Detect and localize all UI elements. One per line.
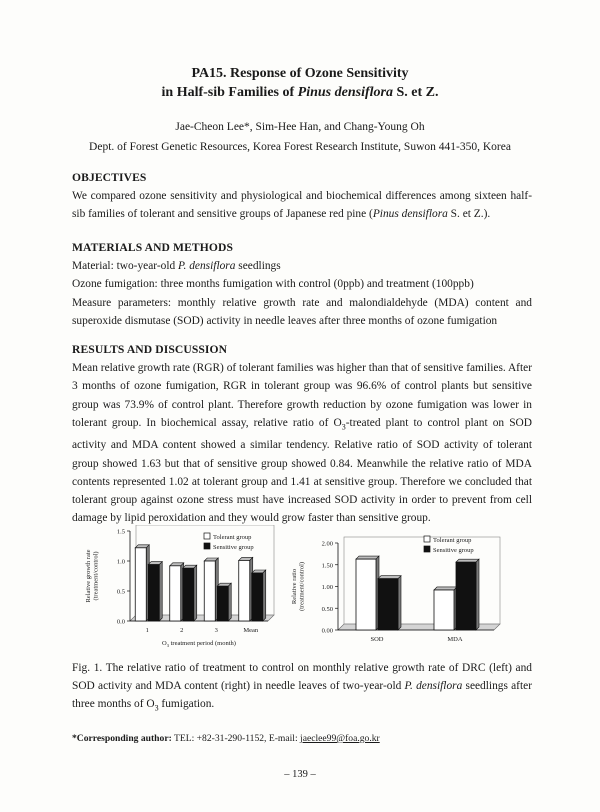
bar-sensitive-group-3 <box>217 586 228 621</box>
email-link[interactable]: jaeclee99@foa.go.kr <box>300 733 380 744</box>
legend-swatch <box>424 546 430 552</box>
bar-tolerant-group-sod <box>356 559 376 630</box>
x-tick-label: MDA <box>447 636 463 642</box>
bar-sensitive-group-mda-side <box>476 559 479 630</box>
bar-sensitive-group-2 <box>183 568 194 621</box>
legend-label: Sensitive group <box>213 544 254 551</box>
y-tick-label: 0.00 <box>321 627 333 635</box>
x-axis-label: $O_3$ treatment period (month) <box>162 640 236 648</box>
results-section <box>72 341 532 527</box>
bar-tolerant-group-2 <box>170 566 181 621</box>
legend-swatch <box>424 536 430 542</box>
objectives-section <box>72 169 532 224</box>
bar-tolerant-group-1 <box>135 548 146 621</box>
bar-sensitive-group-sod-side <box>398 576 401 630</box>
sod-mda-bar-chart <box>286 526 514 642</box>
objectives-text: We compared ozone sensitivity and physiological and biochemical differences among sixteen half-sib families of tolerant and sensitive groups of Japanese red pine (Pinus densiflora S. et Z.). <box>72 190 532 221</box>
bar-sensitive-group-sod-top <box>378 576 401 579</box>
paper-title-line1: PA15. Response of Ozone Sensitivity <box>191 66 409 81</box>
bar-sensitive-group-mean <box>252 573 263 621</box>
y-tick-label: 1.5 <box>116 528 125 536</box>
x-tick-label: SOD <box>370 636 384 642</box>
legend-swatch <box>204 543 210 549</box>
title-text-end: S. et Z. <box>392 85 439 100</box>
y-tick-label: 1.0 <box>116 558 125 566</box>
x-tick-label: 2 <box>180 627 184 634</box>
bar-tolerant-group-mda <box>434 590 454 630</box>
title-species: Pinus densiflora <box>297 85 393 100</box>
paper-title-line2 <box>0 85 600 101</box>
bar-sensitive-group-mean-side <box>263 570 266 621</box>
bar-tolerant-group-sod-top <box>356 556 379 559</box>
bar-sensitive-group-1 <box>148 565 159 621</box>
results-text: Mean relative growth rate (RGR) of tolerant families was higher than that of sensitive families. After 3 months of ozone fumigation, RGR in tolerant group was 96.6% of control plants but sensitive group was 73.9% of control plant. Therefore growth reduction by ozone fumigation was lower in tolerant group. In biochemical assay, relative ratio of $O_3$-treated plant to control plant on SOD activity and MDA content showed a similar tendency. Relative ratio of SOD activity of tolerant group showed 1.63 but that of sensitive group showed 0.84. Meanwhile the relative ratio of MDA contents represented 1.02 at tolerant group and 1.41 at sensitive group. Therefore we concluded that tolerant group against ozone stress must have increased SOD activity in order to prevent from cell damage by lipid peroxidation and they would grow faster than sensitive group. <box>72 362 532 525</box>
methods-fumigation: Ozone fumigation: three months fumigation with control (0ppb) and treatment (100ppb) <box>72 278 474 291</box>
y-axis-label: Relative ratio(treatment/control) <box>291 561 306 612</box>
y-tick-label: 0.5 <box>116 588 125 596</box>
legend-swatch <box>204 533 210 539</box>
bar-sensitive-group-mda-top <box>456 559 479 562</box>
legend-label: Tolerant group <box>433 537 472 544</box>
y-tick-label: 0.0 <box>116 618 125 626</box>
y-tick-label: 0.50 <box>321 605 333 613</box>
bar-sensitive-group-mda <box>456 562 476 630</box>
methods-section <box>72 239 532 330</box>
methods-measure: Measure parameters: monthly relative growth rate and malondialdehyde (MDA) content and superoxide dismutase (SOD) activity in needle leaves after three months of ozone fumigation <box>72 296 532 327</box>
figure-caption: Fig. 1. The relative ratio of treatment to control on monthly relative growth rate of DRC (left) and SOD activity and MDA content (right) in needle leaves of two-year-old P. densiflora seedlings after three months of $O_3$ fumigation. <box>72 662 532 713</box>
y-tick-label: 1.50 <box>321 562 333 570</box>
legend-label: Tolerant group <box>213 534 252 541</box>
x-tick-label: 1 <box>145 627 149 634</box>
page-number: – 139 – <box>284 769 316 780</box>
y-axis-label: Relative growth rate(treatment/control) <box>85 549 100 603</box>
x-tick-label: Mean <box>243 627 259 634</box>
bar-sensitive-group-sod <box>378 579 398 630</box>
bar-tolerant-group-mean <box>239 560 250 621</box>
bar-sensitive-group-3-side <box>228 583 231 621</box>
author-list: Jae-Cheon Lee*, Sim-Hee Han, and Chang-Young Oh <box>175 121 425 133</box>
bar-sensitive-group-1-side <box>159 562 162 621</box>
bar-sensitive-group-2-side <box>194 565 197 621</box>
rgr-bar-chart <box>82 525 290 650</box>
methods-material: Material: two-year-old P. densiflora seedlings <box>72 260 281 273</box>
affiliation: Dept. of Forest Genetic Resources, Korea Forest Research Institute, Suwon 441-350, Korea <box>89 141 511 153</box>
bar-tolerant-group-3 <box>204 561 215 621</box>
legend-label: Sensitive group <box>433 547 474 554</box>
x-tick-label: 3 <box>214 627 218 634</box>
bar-tolerant-group-mda-top <box>434 587 457 590</box>
title-text: in Half-sib Families of <box>161 85 298 100</box>
results-heading: RESULTS AND DISCUSSION <box>72 343 228 356</box>
corresponding-author: *Corresponding author: TEL: +82-31-290-1152, E-mail: jaeclee99@foa.go.kr <box>72 733 380 744</box>
objectives-heading: OBJECTIVES <box>72 171 147 184</box>
y-tick-label: 1.00 <box>321 584 333 591</box>
y-tick-label: 2.00 <box>321 540 333 548</box>
methods-heading: MATERIALS AND METHODS <box>72 241 233 254</box>
